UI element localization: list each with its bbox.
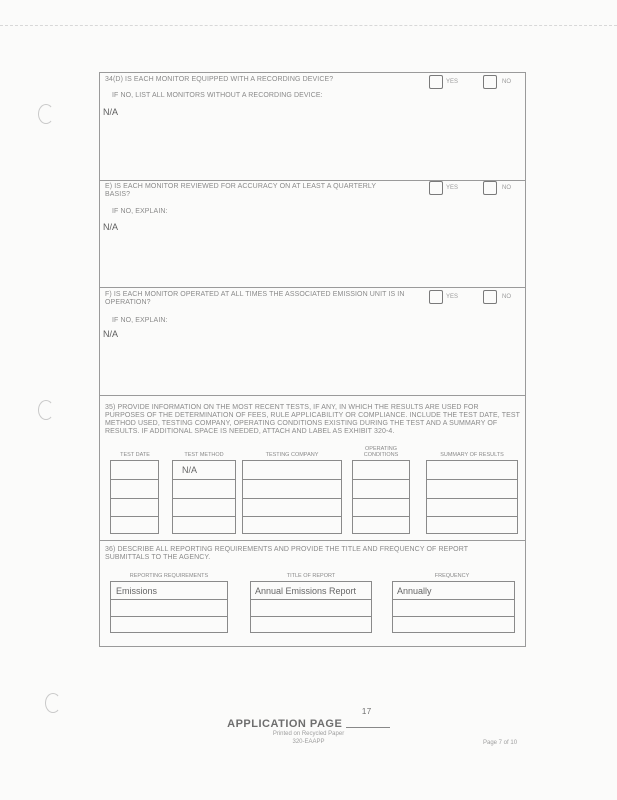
- no-checkbox[interactable]: [483, 75, 497, 89]
- no-checkbox[interactable]: [483, 290, 497, 304]
- summary-of-results-column[interactable]: [426, 460, 518, 534]
- no-label: NO: [502, 185, 511, 191]
- binder-hole: [45, 693, 61, 713]
- frequency-column[interactable]: [392, 581, 515, 633]
- no-checkbox[interactable]: [483, 181, 497, 195]
- header-frequency: FREQUENCY: [434, 573, 470, 579]
- question-34e: E) IS EACH MONITOR REVIEWED FOR ACCURACY ON AT LEAST A QUARTERLY BASIS?: [105, 183, 377, 198]
- section-34d: [100, 73, 525, 181]
- header-operating-conditions: OPERATING CONDITIONS: [363, 446, 399, 458]
- no-label: NO: [502, 79, 511, 85]
- frequency-value: Annually: [397, 586, 432, 596]
- test-method-column[interactable]: [172, 460, 236, 534]
- header-testing-company: TESTING COMPANY: [265, 452, 319, 458]
- yes-label: YES: [446, 294, 459, 300]
- title-of-report-column[interactable]: [250, 581, 372, 633]
- binder-hole: [38, 104, 54, 124]
- no-label: NO: [502, 294, 511, 300]
- testing-company-column[interactable]: [242, 460, 342, 534]
- section-35: [100, 396, 525, 541]
- question-36: 36) DESCRIBE ALL REPORTING REQUIREMENTS AND PROVIDE THE TITLE AND FREQUENCY OF REPORT SUBMITTALS TO THE AGENCY.: [105, 546, 468, 561]
- report-title-value: Annual Emissions Report: [255, 586, 357, 596]
- header-test-method: TEST METHOD: [184, 452, 224, 458]
- binder-hole: [38, 400, 54, 420]
- reporting-requirements-column[interactable]: [110, 581, 228, 633]
- header-test-date: TEST DATE: [120, 452, 150, 458]
- section-36: [100, 541, 525, 648]
- page-number: 17: [361, 707, 372, 716]
- header-title-of-report: TITLE OF REPORT: [286, 573, 336, 579]
- yes-label: YES: [446, 185, 459, 191]
- sub-question-34d: IF NO, LIST ALL MONITORS WITHOUT A RECORDING DEVICE:: [112, 92, 323, 99]
- page-number-field: [346, 707, 390, 728]
- footer-recycled: Printed on Recycled Paper: [272, 731, 345, 737]
- sub-question-34e: IF NO, EXPLAIN:: [112, 208, 168, 215]
- application-form: [99, 72, 526, 647]
- top-scan-line: [0, 25, 617, 26]
- header-summary-of-results: SUMMARY OF RESULTS: [440, 452, 504, 458]
- section-34e: [100, 181, 525, 288]
- requirement-value: Emissions: [116, 586, 158, 596]
- sub-question-34f: IF NO, EXPLAIN:: [112, 317, 168, 324]
- answer-34d: N/A: [103, 107, 119, 117]
- test-method-value: N/A: [182, 465, 198, 475]
- application-page-label: APPLICATION PAGE: [227, 718, 343, 730]
- footer-page-of: Page 7 of 10: [483, 740, 518, 746]
- footer-form-code: 320-EAAPP: [292, 739, 325, 745]
- answer-34f: N/A: [103, 329, 119, 339]
- question-34d: 34(D) IS EACH MONITOR EQUIPPED WITH A RECORDING DEVICE?: [105, 76, 334, 83]
- test-date-column[interactable]: [110, 460, 159, 534]
- header-reporting-requirements: REPORTING REQUIREMENTS: [129, 573, 209, 579]
- yes-label: YES: [446, 79, 459, 85]
- operating-conditions-column[interactable]: [352, 460, 410, 534]
- section-34f: [100, 288, 525, 396]
- footer-title: [0, 707, 617, 730]
- yes-checkbox[interactable]: [429, 290, 443, 304]
- yes-checkbox[interactable]: [429, 181, 443, 195]
- question-34f: F) IS EACH MONITOR OPERATED AT ALL TIMES THE ASSOCIATED EMISSION UNIT IS IN OPERATION?: [105, 291, 405, 306]
- question-35: 35) PROVIDE INFORMATION ON THE MOST RECENT TESTS, IF ANY, IN WHICH THE RESULTS ARE USED FOR PURPOSES OF THE DETERMINATION OF FEES, RULE APPLICABILITY OR COMPLIANCE. INCLUDE THE TEST DATE, TEST METHOD USED, TESTING COMPANY, OPERATING CONDITIONS EXISTING DURING THE TEST AND A SUMMARY OF RESULTS. IF ADDITIONAL SPACE IS NEEDED, ATTACH AND LABEL AS EXHIBIT 320-4.: [105, 404, 520, 435]
- yes-checkbox[interactable]: [429, 75, 443, 89]
- answer-34e: N/A: [103, 222, 119, 232]
